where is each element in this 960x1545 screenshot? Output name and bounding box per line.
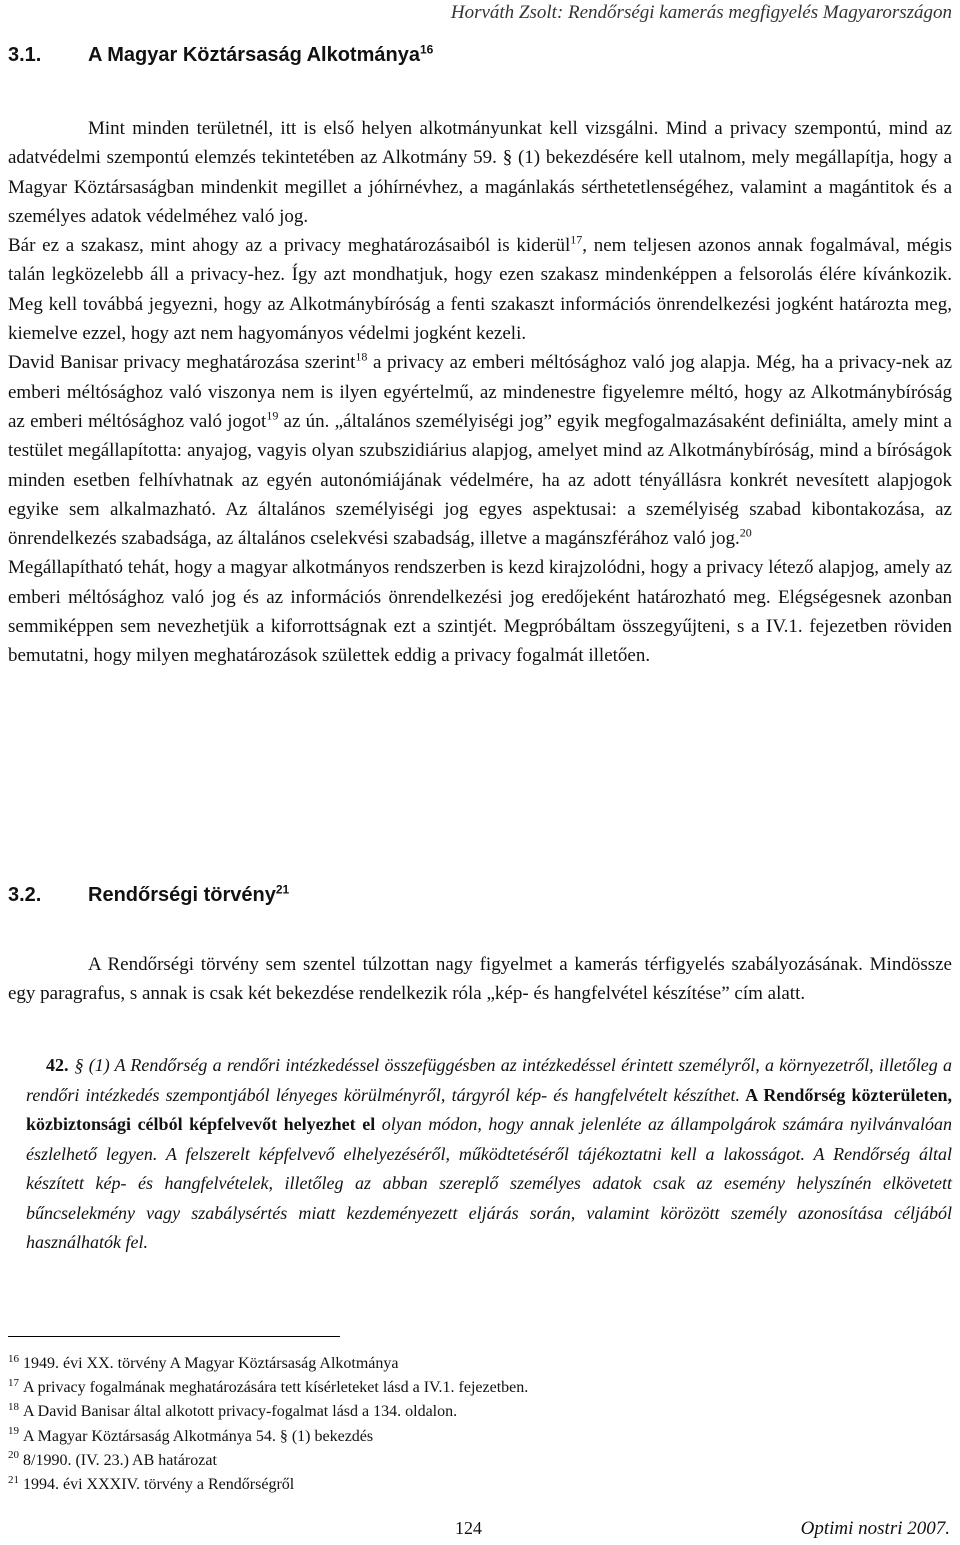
footnote: $^{20}$ 8/1990. (IV. 23.) AB határozat <box>8 1449 217 1469</box>
page-number: 124 <box>455 1518 482 1538</box>
footnotes <box>8 1352 908 1497</box>
footnote-separator <box>8 1336 340 1337</box>
running-header: Horváth Zsolt: Rendőrségi kamerás megfigyelés Magyarországon <box>450 2 952 23</box>
footnote-ref: 21 <box>275 882 290 897</box>
paragraph-number: 42. <box>46 1055 69 1075</box>
footnote: $^{16}$ 1949. évi XX. törvény A Magyar Köztársaság Alkotmánya <box>8 1352 399 1372</box>
section-number: 3.1. <box>8 44 42 66</box>
section-title: A Magyar Köztársaság Alkotmánya <box>88 44 420 66</box>
footnote: $^{17}$ A privacy fogalmának meghatározására tett kísérleteket lásd a IV.1. fejezetben. <box>8 1376 529 1397</box>
paragraph: David Banisar privacy meghatározása szerint$^{18}$ a privacy az emberi méltósághoz való jog alapja. Még, ha a privacy-nek az emberi méltósághoz való viszonya nem is ilyen egyértelmű, az mindenestre figyelemre méltó, hogy az Alkotmánybíróság az emberi méltósághoz való jogot$^{19}$ az ún. „általános személyiségi jog” egyik megfogalmazásaként definiálta, amely mint a testület megállapította: anyajog, vagyis olyan szubszidiárius alapjog, amelyet mind az Alkotmánybíróság, mind a bíróságok minden esetben felhívhatnak az egyén autonómiájának védelmére, ha az adott tényállásra konkrét nevesített alapjogok egyike sem alkalmazható. Az általános személyiségi jog egyes aspektusai: a személyiség szabad kibontakozása, az önrendelkezés szabadsága, az általános cselekvési szabadság, illetve a magánszférához való jog.$^{20}$ <box>8 350 952 550</box>
section-3-1-body <box>8 114 952 671</box>
paragraph: Bár ez a szakasz, mint ahogy az a privacy meghatározásaiból is kiderül$^{17}$, nem teljesen azonos annak fogalmával, mégis talán legközelebb áll a privacy-hez. Így azt mondhatjuk, hogy ezen szakasz mindenképpen a felsorolás élére kívánkozik. Meg kell továbbá jegyezni, hogy az Alkotmánybíróság a fenti szakaszt információs önrendelkezési jogként határozta meg, kiemelve ezzel, hogy azt nem hagyományos védelmi jogként kezeli. <box>8 232 952 345</box>
footnote: $^{18}$ A David Banisar által alkotott privacy-fogalmat lásd a 134. oldalon. <box>8 1401 458 1421</box>
section-number: 3.2. <box>8 884 42 906</box>
emphasis: A Rendőrség közterületen, közbiztonsági célból képfelvevőt helyezhet el <box>26 1084 952 1134</box>
footnote-ref: 19 <box>266 408 279 423</box>
footnote-ref: 20 <box>739 525 752 540</box>
footnote-ref: 18 <box>355 350 368 365</box>
footnote-ref: 16 <box>419 42 434 57</box>
section-title: Rendőrségi törvény <box>88 884 276 906</box>
footer-publication: Optimi nostri 2007. <box>800 1518 950 1539</box>
footnote: $^{19}$ A Magyar Köztársaság Alkotmánya 54. § (1) bekezdés <box>8 1425 374 1445</box>
law-quote: 42. § (1) A Rendőrség a rendőri intézkedéssel összefüggésben az intézkedéssel érintett személyről, a környezetről, illetőleg a rendőri intézkedés szempontjából lényeges körülményről, tárgyról kép- és hangfelvételt készíthet. A Rendőrség közterületen, közbiztonsági célból képfelvevőt helyezhet el olyan módon, hogy annak jelenléte az állampolgárok számára nyilvánvalóan észlelhető legyen. A felszerelt képfelvevő elhelyezéséről, működtetéséről tájékoztatni kell a lakosságot. A Rendőrség által készített kép- és hangfelvételek, illetőleg az abban szereplő személyes adatok csak az esemény helyszínén elkövetett bűncselekmény vagy szabálysértés miatt kezdeményezett eljárás során, valamint körözött személy azonosítása céljából használhatók fel. <box>26 1055 953 1252</box>
footnote: $^{21}$ 1994. évi XXXIV. törvény a Rendőrségről <box>8 1473 295 1494</box>
footnote-ref: 17 <box>570 232 583 247</box>
paragraph: A Rendőrségi törvény sem szentel túlzottan nagy figyelmet a kamerás térfigyelés szabályozásának. Mindössze egy paragrafus, s annak is csak két bekezdése rendelkezik róla „kép- és hangfelvétel készítése” cím alatt. <box>8 954 952 1005</box>
paragraph: Megállapítható tehát, hogy a magyar alkotmányos rendszerben is kezd kirajzolódni, hogy a privacy létező alapjog, amely az emberi méltósághoz való jog és az információs önrendelkezési jog eredőjeként határozható meg. Elégségesnek azonban semmiképpen sem nevezhetjük a kiforrottságnak ezt a szintjét. Megpróbáltam összegyűjteni, s a IV.1. fejezetben röviden bemutatni, hogy milyen meghatározások születtek eddig a privacy fogalmát illetően. <box>8 557 952 667</box>
paragraph: Mint minden területnél, itt is első helyen alkotmányunkat kell vizsgálni. Mind a privacy szempontú, mind az adatvédelmi szempontú elemzés tekintetében az Alkotmány 59. § (1) bekezdésére kell utalnom, mely megállapítja, hogy a Magyar Köztársaságban mindenkit megillet a jóhírnévhez, a magánlakás sérthetetlenségéhez, valamint a magántitok és a személyes adatok védelméhez való jog. <box>8 118 952 227</box>
section-heading-3-1 <box>8 44 433 67</box>
section-heading-3-2 <box>8 884 289 907</box>
section-3-2-body <box>8 950 952 1009</box>
